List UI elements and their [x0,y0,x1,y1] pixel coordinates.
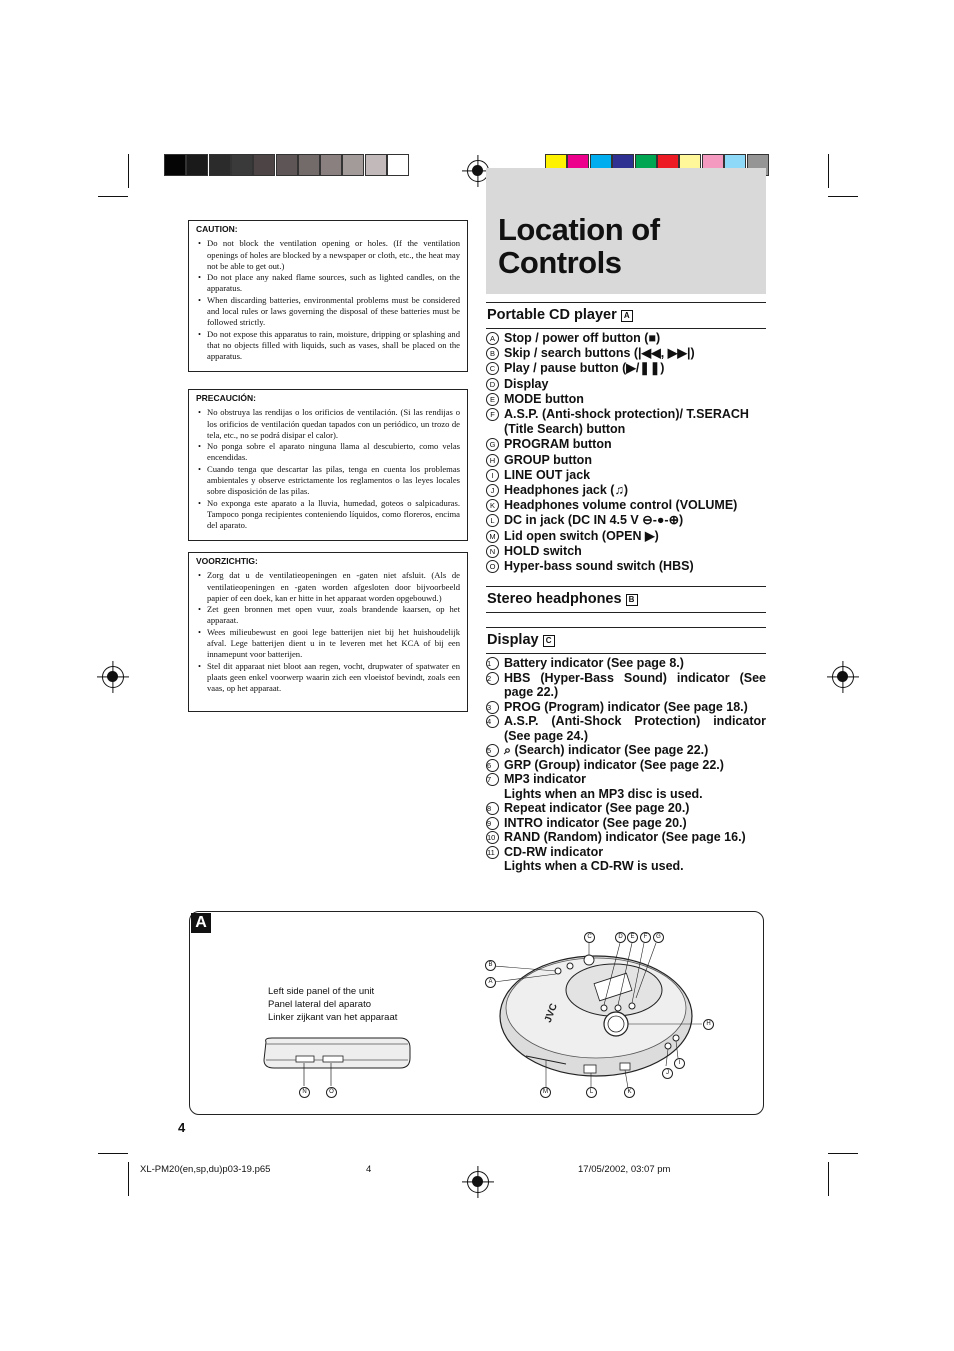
caution-heading: CAUTION: [196,224,238,234]
item-text: HBS (Hyper-Bass Sound) indicator (See page 22.) [504,670,766,699]
registration-mark-icon [832,666,854,688]
player-control-item [486,392,766,407]
callout-l: L [586,1087,597,1098]
item-text: ⌕ (Search) indicator (See page 22.) [504,743,709,757]
player-controls-list [486,331,766,574]
callout-g: G [653,932,664,943]
item-text: Stop / power off button (■) [504,331,661,345]
item-text: Repeat indicator (See page 20.) [504,801,690,815]
display-indicators-list [486,656,766,874]
gray-swatch [342,154,364,176]
precaucion-item: • No ponga sobre el aparato ninguna llama al descubierto, como velas encendidas. [196,441,460,464]
player-control-item [486,513,766,528]
item-marker: 7 [486,773,499,786]
callout-m: M [540,1087,551,1098]
item-text: RAND (Random) indicator (See page 16.) [504,830,746,844]
item-text: Skip / search buttons (|◀◀, ▶▶|) [504,346,695,361]
callout-k: K [624,1087,635,1098]
item-text: Battery indicator (See page 8.) [504,656,684,670]
item-text: Lid open switch (OPEN ▶) [504,528,659,543]
item-text: Headphones jack (♫) [504,483,628,498]
crop-mark [128,1162,129,1196]
callout-h: H [703,1019,714,1030]
caution-item: • Do not place any naked flame sources, such as lighted candles, on the apparatus. [196,272,460,295]
display-indicator-item [486,772,766,801]
display-indicator-item [486,830,766,845]
display-indicator-item [486,743,766,758]
crop-mark [828,1153,858,1154]
item-marker: 11 [486,846,499,859]
item-marker: 6 [486,759,499,772]
crop-mark [828,154,829,188]
registration-mark-icon [102,666,124,688]
player-control-item [486,407,766,437]
display-indicator-item [486,758,766,773]
display-indicator-item [486,700,766,715]
caution-list [196,238,460,362]
item-marker: 10 [486,831,499,844]
caption-es: Panel lateral del aparato [268,999,371,1010]
crop-mark [828,196,858,197]
gray-swatch [298,154,320,176]
item-marker: B [486,347,499,360]
voorzichtig-item: • Zorg dat u de ventilatieopeningen en -gaten niet afsluit. (Als de ventilatieopeningen en -gaten worden afgesloten door bijvoorbeeld papier of een doek, kan er hitte in het apparaat worden opgebouwd.) [196,570,460,604]
item-text: PROGRAM button [504,437,612,452]
gray-swatch [209,154,231,176]
voorzichtig-item: • Stel dit apparaat niet bloot aan regen, vocht, drupwater of spatwater en plaats geen enkel voorwerp waarin zich een vloeistof bevindt, zoals een vaas, op het apparaat. [196,661,460,695]
item-marker: 4 [486,715,499,728]
voorzichtig-item: • Wees milieubewust en gooi lege batterijen niet bij het huishoudelijk afval. Lege batterijen dient u in te leveren met het KCA of bij een innamepunt voor batterijen. [196,627,460,661]
player-control-item [486,468,766,483]
section-label: Portable CD player [487,307,617,323]
precaucion-item: • No exponga este aparato a la lluvia, humedad, goteos o salpicaduras. Tampoco ponga recipientes conteniendo líquidos, como floreros, encima del aparato. [196,498,460,532]
item-text: DC in jack (DC IN 4.5 V ⊖-●-⊕) [504,513,684,528]
section-portable-cd-player [486,302,766,329]
item-subtext: Lights when a CD-RW is used. [504,859,684,873]
crop-mark [98,1153,128,1154]
player-control-item [486,498,766,513]
player-control-item [486,559,766,574]
display-indicator-item [486,845,766,874]
display-indicator-item [486,671,766,700]
gray-swatch [387,154,409,176]
section-label: Stereo headphones [487,591,622,607]
voorzichtig-list [196,570,460,694]
page-title [498,213,660,279]
callout-b: B [485,960,496,971]
caption-en: Left side panel of the unit [268,986,375,997]
gray-swatch [164,154,186,176]
page-number: 4 [178,1120,186,1135]
item-text: GRP (Group) indicator (See page 22.) [504,757,724,772]
item-marker: J [486,484,499,497]
section-display [486,627,766,654]
player-control-item [486,544,766,559]
player-control-item [486,437,766,452]
figure-badge: A [191,913,211,933]
callout-j: J [662,1068,673,1079]
gray-swatch [320,154,342,176]
item-marker: F [486,408,499,421]
display-indicator-item [486,801,766,816]
player-control-item [486,331,766,346]
item-marker: N [486,545,499,558]
gray-swatch [253,154,275,176]
item-text: CD-RW indicator [504,844,604,859]
voorzichtig-box [188,552,468,712]
gray-swatch [231,154,253,176]
player-control-item [486,346,766,361]
callout-i: I [674,1058,685,1069]
side-view-illustration [260,1030,420,1110]
item-marker: L [486,514,499,527]
item-marker: E [486,393,499,406]
section-stereo-headphones [486,586,766,613]
player-control-item [486,377,766,392]
item-marker: I [486,469,499,482]
footer-page: 4 [366,1164,372,1175]
gray-swatch [276,154,298,176]
display-indicator-item [486,656,766,671]
gray-swatch [186,154,208,176]
caution-item: • When discarding batteries, environmental problems must be considered and local rules or laws governing the disposal of these batteries must be followed strictly. [196,295,460,329]
side-panel-caption [268,985,397,1024]
display-indicator-item [486,816,766,831]
item-text: LINE OUT jack [504,467,591,482]
item-marker: 8 [486,802,499,815]
brand-logo: JVC [542,1002,560,1025]
voorzichtig-heading: VOORZICHTIG: [196,556,258,566]
item-marker: O [486,560,499,573]
precaucion-list [196,407,460,531]
item-marker: A [486,332,499,345]
crop-mark [98,196,128,197]
caution-item: • Do not expose this apparatus to rain, moisture, dripping or splashing and that no objects filled with liquids, such as vases, shall be placed on the apparatus. [196,329,460,363]
section-badge: C [543,635,555,647]
display-indicator-item [486,714,766,743]
item-text: INTRO indicator (See page 20.) [504,815,687,830]
player-control-item [486,361,766,376]
item-text: PROG (Program) indicator (See page 18.) [504,699,748,714]
precaucion-heading: PRECAUCIÓN: [196,393,256,403]
callout-d: D [615,932,626,943]
callout-o: O [326,1087,337,1098]
caution-box [188,220,468,372]
item-subtext: Lights when an MP3 disc is used. [504,786,703,801]
section-badge: A [621,310,633,322]
item-marker: G [486,438,499,451]
item-marker: 1 [486,657,499,670]
item-text: GROUP button [504,452,592,467]
item-marker: K [486,499,499,512]
footer-date: 17/05/2002, 03:07 pm [578,1164,671,1175]
voorzichtig-item: • Zet geen bronnen met open vuur, zoals brandende kaarsen, op het apparaat. [196,604,460,627]
callout-a: A [485,977,496,988]
caution-item: • Do not block the ventilation opening or holes. (If the ventilation openings of holes are blocked by a newspaper or cloth, etc., the heat may not be able to get out.) [196,238,460,272]
item-marker: 3 [486,701,499,714]
item-text: Headphones volume control (VOLUME) [504,498,738,513]
section-badge: B [626,594,638,606]
item-marker: C [486,362,499,375]
item-text: MODE button [504,391,584,406]
item-text: Display [504,376,549,391]
item-marker: H [486,454,499,467]
callout-n: N [299,1087,310,1098]
item-marker: D [486,378,499,391]
callout-f: F [640,932,651,943]
precaucion-box [188,389,468,541]
item-text: HOLD switch [504,543,582,558]
item-marker: 9 [486,817,499,830]
precaucion-item: • Cuando tenga que descartar las pilas, tenga en cuenta los problemas ambientales y observe estrictamente los reglamentos o las leyes locales sobre disposición de las pilas. [196,464,460,498]
callout-e: E [627,932,638,943]
player-control-item [486,453,766,468]
item-text: A.S.P. (Anti-Shock Protection) indicator (See page 24.) [504,714,766,743]
title-line-1: Location of [498,212,660,247]
crop-mark [128,154,129,188]
title-line-2: Controls [498,245,622,280]
item-marker: 2 [486,672,499,685]
registration-mark-icon [467,1171,489,1193]
caption-nl: Linker zijkant van het apparaat [268,1012,398,1023]
player-control-item [486,529,766,544]
item-text: Hyper-bass sound switch (HBS) [504,559,694,574]
precaucion-item: • No obstruya las rendijas o los orificios de ventilación. (Si las rendijas o los orificios de ventilación quedan tapados con un periódico, un trozo de tela, etc., no se podrá disipar el calor). [196,407,460,441]
item-text: Play / pause button (▶/❚❚) [504,361,665,376]
item-text: A.S.P. (Anti-shock protection)/ T.SERACH (Title Search) button [504,407,749,437]
item-marker: 5 [486,744,499,757]
crop-mark [828,1162,829,1196]
footer-file: XL-PM20(en,sp,du)p03-19.p65 [140,1164,271,1175]
gray-swatch [365,154,387,176]
section-label: Display [487,632,539,648]
item-marker: M [486,530,499,543]
callout-c: C [584,932,595,943]
player-control-item [486,483,766,498]
item-text: MP3 indicator [504,772,586,786]
